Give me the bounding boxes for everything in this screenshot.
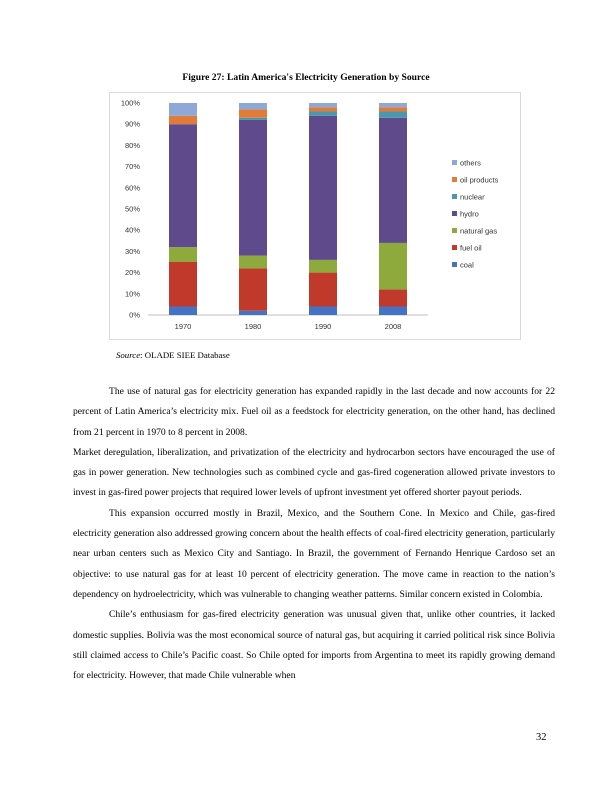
bar-segment-others-1970 [169,103,197,116]
bar-segment-nuclear-1990 [309,111,337,115]
y-tick-label: 80% [124,140,140,150]
y-tick-label: 10% [124,289,140,299]
legend-label-oil-products: oil products [460,175,499,185]
legend-label-hydro: hydro [460,209,479,219]
x-tick-label: 1970 [174,322,192,331]
x-tick-label: 1990 [314,322,332,331]
legend-swatch-hydro [452,211,457,216]
paragraph-3: This expansion occurred mostly in Brazil, Mexico, and the Southern Cone. In Mexico and Chile, gas-fired electricity generation also addressed growing concern about the health effects of coal-fired electricity generation, particularly near urban centers such as Mexico City and Santiago. In Brazil, the government of Fernando Henrique Cardoso set an objective: to use natural gas for at least 10 percent of electricity generation. The move came in reaction to the nation’s dependency on hydroelectricity, which was vulnerable to changing weather patterns. Similar concern existed in Colombia. [73,507,555,600]
bar-segment-others-1980 [239,103,267,109]
legend-label-others: others [460,158,481,168]
bar-segment-fuel-oil-1990 [309,273,337,307]
y-tick-label: 60% [124,183,140,193]
bar-segment-others-2008 [379,103,407,107]
chart-container [109,92,521,340]
legend-label-coal: coal [460,260,474,270]
figure-source [116,350,230,360]
paragraph-4: Chile’s enthusiasm for gas-fired electricity generation was unusual given that, unlike other countries, it lacked domestic supplies. Bolivia was the most economical source of natural gas, but acquiring it carried political risk since Bolivia still claimed access to Chile’s Pacific coast. So Chile opted for imports from Argentina to meet its rapidly growing demand for electricity. However, that made Chile vulnerable when [73,609,555,682]
y-tick-label: 20% [124,268,140,278]
bar-segment-hydro-2008 [379,118,407,243]
bar-segment-fuel-oil-1970 [169,262,197,307]
figure-title: Figure 27: Latin America's Electricity Generation by Source [182,72,430,83]
legend-swatch-nuclear [452,194,457,199]
bar-segment-fuel-oil-1980 [239,268,267,310]
legend-label-fuel-oil: fuel oil [460,243,482,253]
y-tick-label: 100% [120,98,140,108]
source-text: : OLADE SIEE Database [140,350,230,360]
bar-segment-hydro-1990 [309,116,337,260]
bar-segment-natural-gas-1980 [239,256,267,269]
legend-label-natural-gas: natural gas [460,226,498,236]
bar-segment-coal-1990 [309,307,337,315]
paragraph-2: Market deregulation, liberalization, and privatization of the electricity and hydrocarbon sectors have encouraged the use of gas in power generation. New technologies such as combined cycle and gas-fired cogeneration allowed private investors to invest in gas-fired power projects that required lower levels of upfront investment yet offered shorter payout periods. [73,446,555,499]
legend-label-nuclear: nuclear [460,192,485,202]
y-tick-label: 40% [124,225,140,235]
legend-swatch-coal [452,262,457,267]
body-text [73,382,555,686]
legend-swatch-natural-gas [452,228,457,233]
bar-segment-oil-products-1990 [309,107,337,111]
bar-segment-natural-gas-2008 [379,243,407,290]
bar-segment-oil-products-2008 [379,107,407,111]
y-tick-label: 30% [124,246,140,256]
y-tick-label: 0% [129,310,140,320]
bar-segment-coal-1970 [169,307,197,315]
bar-segment-hydro-1980 [239,120,267,256]
page-number: 32 [536,732,547,743]
x-tick-label: 1980 [244,322,262,331]
bar-segment-natural-gas-1970 [169,247,197,262]
bar-segment-hydro-1970 [169,124,197,247]
bar-segment-nuclear-2008 [379,111,407,117]
y-tick-label: 90% [124,119,140,129]
legend-swatch-others [452,160,457,165]
legend-swatch-oil-products [452,177,457,182]
y-tick-label: 70% [124,162,140,172]
bar-segment-nuclear-1980 [239,118,267,120]
bar-segment-oil-products-1980 [239,109,267,117]
bar-segment-coal-2008 [379,307,407,315]
bar-segment-oil-products-1970 [169,116,197,124]
stacked-bar-chart [110,93,520,339]
bar-segment-others-1990 [309,103,337,107]
bar-segment-coal-1980 [239,311,267,315]
source-label: Source [116,350,141,360]
paragraph-1: The use of natural gas for electricity generation has expanded rapidly in the last decade and now accounts for 22 percent of Latin America’s electricity mix. Fuel oil as a feedstock for electricity generation, on the other hand, has declined from 21 percent in 1970 to 8 percent in 2008. [73,386,555,438]
legend-swatch-fuel-oil [452,245,457,250]
y-tick-label: 50% [124,204,140,214]
bar-segment-fuel-oil-2008 [379,290,407,307]
bar-segment-natural-gas-1990 [309,260,337,273]
x-tick-label: 2008 [384,322,402,331]
